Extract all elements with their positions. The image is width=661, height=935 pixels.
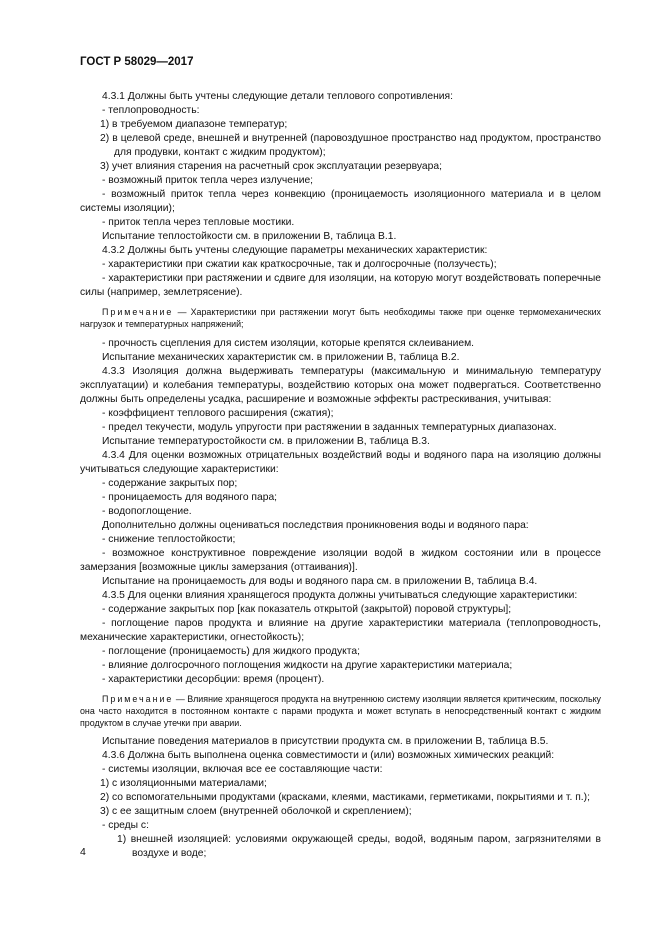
list-item: - приток тепла через тепловые мостики. bbox=[102, 217, 295, 228]
paragraph: Испытание поведения материалов в присутствии продукта см. в приложении В, таблица В.5. bbox=[102, 736, 549, 748]
section-4-3-2: 4.3.2 Должны быть учтены следующие параметры механических характеристик: bbox=[102, 245, 488, 256]
list-item: - характеристики при сжатии как краткосрочные, так и долгосрочные (ползучесть); bbox=[102, 259, 497, 270]
list-item: - поглощение (проницаемость) для жидкого продукта; bbox=[102, 645, 360, 657]
paragraph: Испытание температуростойкости см. в приложении В, таблица В.3. bbox=[102, 435, 430, 447]
list-item: - теплопроводность: bbox=[102, 105, 200, 116]
list-item: 1) с изоляционными материалами; bbox=[100, 778, 267, 790]
list-item: - содержание закрытых пор; bbox=[102, 477, 238, 489]
list-item: - снижение теплостойкости; bbox=[102, 533, 236, 545]
paragraph: Испытание на проницаемость для воды и водяного пара см. в приложении В, таблица В.4. bbox=[102, 575, 538, 587]
paragraph: Дополнительно должны оцениваться последствия проникновения воды и водяного пара: bbox=[102, 519, 529, 531]
list-item: - среды с: bbox=[102, 820, 149, 832]
note-label: Примечание bbox=[102, 693, 174, 704]
page-number: 4 bbox=[80, 846, 86, 858]
list-item: 1) внешней изоляцией: условиями окружающей среды, водой, водяным паром, загрязнителями в воздухе и воде; bbox=[117, 834, 601, 860]
section-4-3-1: 4.3.1 Должны быть учтены следующие детали теплового сопротивления: bbox=[102, 91, 453, 102]
note-text: — Характеристики при растяжении могут быть необходимы также при оценке термомеханических нагрузок и температурных напряжений; bbox=[80, 307, 601, 330]
note-1 bbox=[80, 306, 601, 331]
section-4-3-4: 4.3.4 Для оценки возможных отрицательных воздействий воды и водяного пара на изоляцию должны учитываться следующие характеристики: bbox=[80, 449, 601, 475]
list-item: - системы изоляции, включая все ее составляющие части: bbox=[102, 764, 383, 776]
list-item: 1) в требуемом диапазоне температур; bbox=[100, 119, 288, 130]
note-2 bbox=[80, 693, 601, 730]
list-item: 3) учет влияния старения на расчетный срок эксплуатации резервуара; bbox=[100, 161, 442, 172]
list-item: - возможное конструктивное повреждение изоляции водой в жидком состоянии или в процессе замерзания [возможные циклы замерзания (оттаивания)]. bbox=[80, 547, 601, 573]
section-4-3-3: 4.3.3 Изоляция должна выдерживать температуры (максимальную и минимальную температуру эксплуатации) и колебания температуры, воздействию которых она может подвергаться. Соответственно должны быть определены усадка, расширение и возможные эффекты растрескивания, учитывая: bbox=[80, 365, 601, 405]
section-4-3-6: 4.3.6 Должна быть выполнена оценка совместимости и (или) возможных химических реакций: bbox=[102, 750, 555, 762]
paragraph: Испытание теплостойкости см. в приложении В, таблица В.1. bbox=[102, 231, 397, 242]
document-header: ГОСТ Р 58029—2017 bbox=[80, 56, 194, 68]
list-item: - поглощение паров продукта и влияние на другие характеристики материала (теплопроводность, механические характеристики, огнестойкость); bbox=[80, 617, 601, 643]
paragraph: Испытание механических характеристик см. в приложении В, таблица В.2. bbox=[102, 351, 460, 363]
list-item: - характеристики при растяжении и сдвиге для изоляции, на которую могут воздействовать поперечные силы (например, землетрясение). bbox=[80, 273, 601, 298]
list-item: - содержание закрытых пор [как показатель открытой (закрытой) поровой структуры]; bbox=[102, 603, 512, 615]
list-item: - предел текучести, модуль упругости при растяжении в заданных температурных диапазонах. bbox=[102, 421, 557, 433]
list-item: - характеристики десорбции: время (процент). bbox=[102, 673, 325, 685]
section-4-3-5: 4.3.5 Для оценки влияния хранящегося продукта должны учитываться следующие характеристики: bbox=[102, 589, 578, 601]
list-item: - возможный приток тепла через конвекцию (проницаемость изоляционного материала и в целом системы изоляции); bbox=[80, 189, 601, 214]
list-item: - возможный приток тепла через излучение; bbox=[102, 175, 314, 186]
list-item: - водопоглощение. bbox=[102, 505, 192, 517]
note-text: — Влияние хранящегося продукта на внутреннюю систему изоляции является критическим, поскольку она часто находится в постоянном контакте с парами продукта и может вступать в непосредственный контакт с жидким продуктом в случае утечки при аварии. bbox=[80, 693, 601, 729]
list-item: - проницаемость для водяного пара; bbox=[102, 491, 278, 503]
list-item: 3) с ее защитным слоем (внутренней оболочкой и скреплением); bbox=[100, 806, 412, 818]
list-item: - коэффициент теплового расширения (сжатия); bbox=[102, 407, 334, 419]
page-body bbox=[80, 90, 601, 861]
list-item: 2) со вспомогательными продуктами (красками, клеями, мастиками, герметиками, покрытиями и т. п.); bbox=[100, 792, 590, 804]
list-item: - прочность сцепления для систем изоляции, которые крепятся склеиванием. bbox=[102, 337, 475, 349]
list-item: 2) в целевой среде, внешней и внутренней (паровоздушное пространство над продуктом, пространство для продувки, контакт с жидким продуктом); bbox=[100, 133, 601, 158]
note-label: Примечание bbox=[102, 307, 174, 317]
list-item: - влияние долгосрочного поглощения жидкости на другие характеристики материала; bbox=[102, 659, 513, 671]
